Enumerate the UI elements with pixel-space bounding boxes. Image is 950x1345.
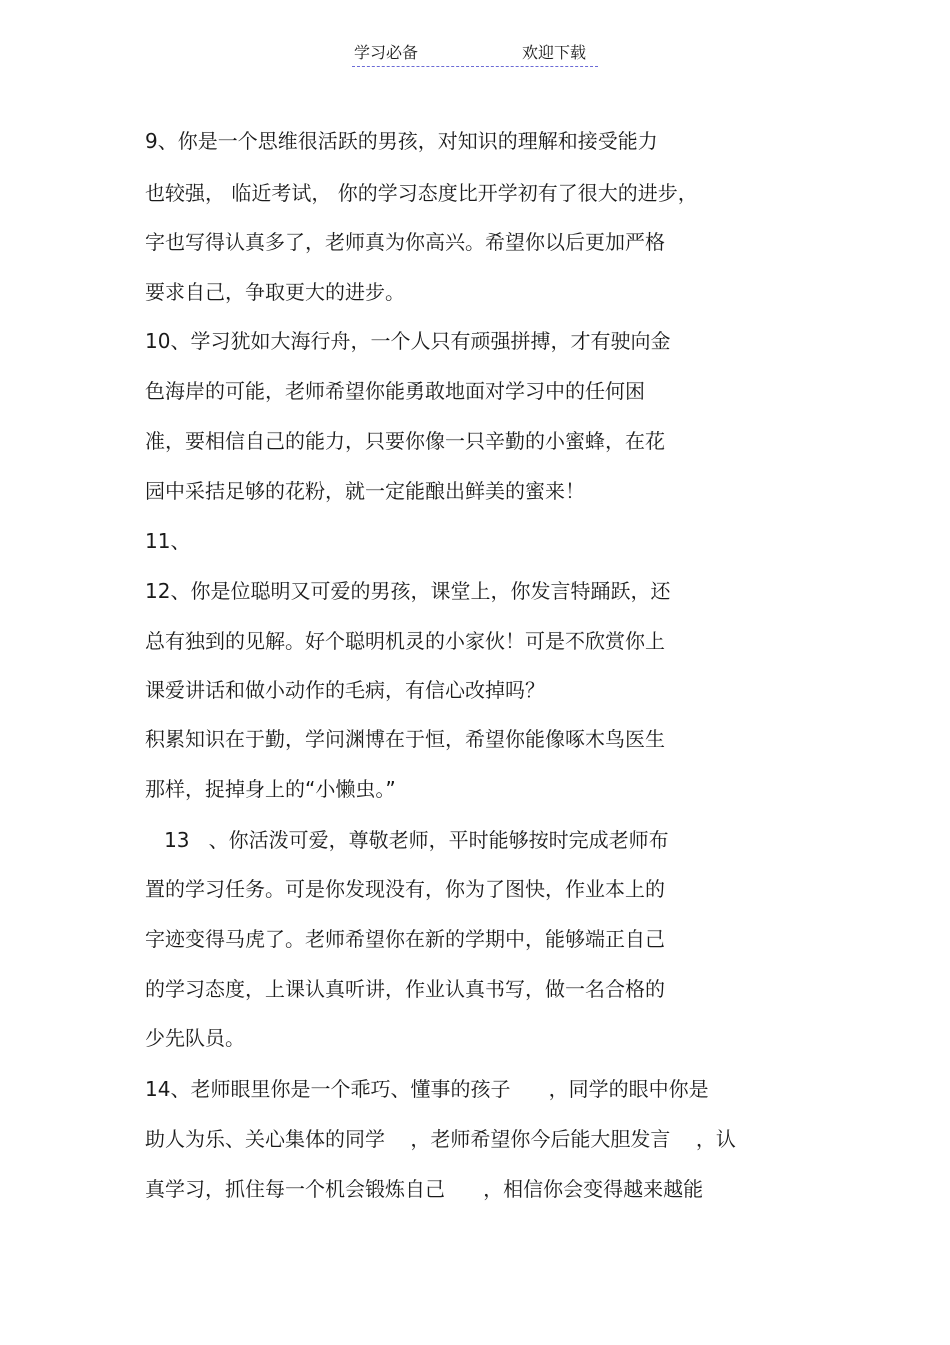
text-line: 9、你是一个思维很活跃的男孩，对知识的理解和接受能力 [145, 129, 658, 153]
header-left-text: 学习必备 [354, 43, 419, 62]
text-line: 总有独到的见解。好个聪明机灵的小家伙！可是不欣赏你上 [145, 629, 665, 653]
text-line: 12、你是位聪明又可爱的男孩，课堂上，你发言特踊跃，还 [145, 579, 671, 603]
text-line: 色海岸的可能，老师希望你能勇敢地面对学习中的任何困 [145, 379, 645, 403]
text-line: 的学习态度，上课认真听讲，作业认真书写，做一名合格的 [145, 977, 665, 1001]
text-line: 置的学习任务。可是你发现没有，你为了图快，作业本上的 [145, 877, 665, 901]
text-line: 10、学习犹如大海行舟，一个人只有顽强拼搏，才有驶向金 [145, 329, 671, 353]
text-line: 要求自己，争取更大的进步。 [145, 280, 405, 304]
text-line: 14、老师眼里你是一个乖巧、懂事的孩子 ，同学的眼中你是 [145, 1077, 709, 1101]
text-line: 13 、你活泼可爱，尊敬老师，平时能够按时完成老师布 [145, 828, 669, 852]
header-right-text: 欢迎下载 [522, 43, 587, 62]
text-line: 也较强， 临近考试， 你的学习态度比开学初有了很大的进步， [145, 181, 698, 205]
text-line: 字也写得认真多了，老师真为你高兴。希望你以后更加严格 [145, 230, 665, 254]
text-line: 准，要相信自己的能力，只要你像一只辛勤的小蜜蜂，在花 [145, 429, 665, 453]
text-line: 真学习，抓住每一个机会锻炼自己 ，相信你会变得越来越能 [145, 1177, 704, 1201]
text-line: 助人为乐、关心集体的同学 ，老师希望你今后能大胆发言 ，认 [145, 1127, 736, 1151]
text-line: 课爱讲话和做小动作的毛病，有信心改掉吗？ [145, 678, 545, 702]
text-line: 11、 [145, 529, 191, 553]
page-header [352, 40, 598, 67]
text-line: 那样，捉掉身上的“小懒虫。” [145, 777, 396, 801]
text-line: 积累知识在于勤，学问渊博在于恒，希望你能像啄木鸟医生 [145, 727, 665, 751]
text-line: 少先队员。 [145, 1026, 245, 1050]
text-line: 园中采拮足够的花粉，就一定能酿出鲜美的蜜来！ [145, 479, 585, 503]
text-line: 字迹变得马虎了。老师希望你在新的学期中，能够端正自己 [145, 927, 665, 951]
